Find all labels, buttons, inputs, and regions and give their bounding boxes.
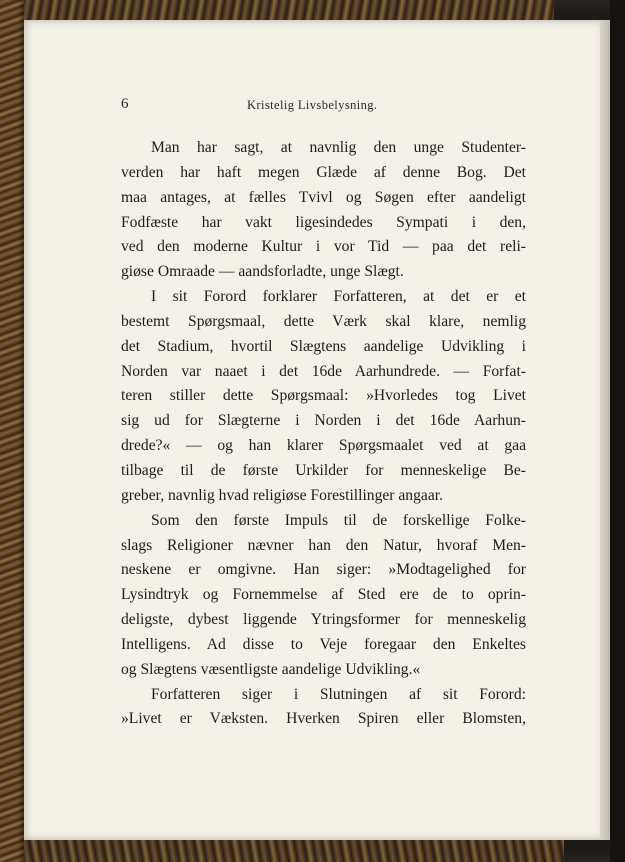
text-line: deligste, dybest liggende Ytringsformer for menneskelig xyxy=(121,611,526,629)
body-text xyxy=(121,136,526,732)
text-line: Forfatteren siger i Slutningen af sit Forord: xyxy=(151,685,526,703)
text-line: Man har sagt, at navnlig den unge Studenter- xyxy=(151,139,526,156)
page-number: 6 xyxy=(121,96,129,112)
page-edge xyxy=(600,22,610,838)
paragraph xyxy=(121,683,526,733)
text-line: sig ud for Slægterne i Norden i det 16de Aarhun- xyxy=(121,412,526,430)
text-line: Norden var naaet i det 16de Aarhundrede. — Forfat- xyxy=(121,362,526,380)
running-title: Kristelig Livsbelysning. xyxy=(247,98,378,112)
text-line: I sit Forord forklarer Forfatteren, at det er et xyxy=(151,288,526,306)
text-line: tilbage til de første Urkilder for menneskelige Be- xyxy=(121,461,526,479)
paragraph xyxy=(121,136,526,285)
text-line: neskene er omgivne. Han siger: »Modtagelighed for xyxy=(121,561,526,579)
text-line: Som den første Impuls til de forskellige Folke- xyxy=(151,511,526,529)
text-line: Fodfæste har vakt ligesindedes Sympati i den, xyxy=(121,213,526,231)
text-line: verden har haft megen Glæde af denne Bog. Det xyxy=(121,163,526,181)
page-header xyxy=(121,96,501,118)
paragraph xyxy=(121,285,526,509)
text-line: greber, navnlig hvad religiøse Forestillinger angaar. xyxy=(121,486,443,504)
marbled-binding-bottom xyxy=(24,840,564,862)
text-line: maa antages, at fælles Tvivl og Søgen efter aandeligt xyxy=(121,188,526,206)
text-line: slags Religioner nævner han den Natur, hvoraf Men- xyxy=(121,536,526,554)
text-line: bestemt Spørgsmaal, dette Værk skal klare, nemlig xyxy=(121,312,526,330)
text-line: »Livet er Væksten. Hverken Spiren eller Blomsten, xyxy=(121,710,526,728)
text-line: teren stiller dette Spørgsmaal: »Hvorledes tog Livet xyxy=(121,387,526,405)
text-line: giøse Omraade — aandsforladte, unge Slægt. xyxy=(121,263,404,281)
binding-right-edge xyxy=(610,0,625,862)
text-line: ved den moderne Kultur i vor Tid — paa det reli- xyxy=(121,238,526,256)
paragraph xyxy=(121,509,526,683)
text-line: Lysindtryk og Fornemmelse af Sted ere de to oprin- xyxy=(121,586,526,604)
text-line: det Stadium, hvortil Slægtens aandelige Udvikling i xyxy=(121,337,526,355)
text-line: drede?« — og han klarer Spørgsmaalet ved at gaa xyxy=(121,437,526,455)
text-line: Intelligens. Ad disse to Veje foregaar den Enkeltes xyxy=(121,635,526,653)
text-line: og Slægtens væsentligste aandelige Udvikling.« xyxy=(121,660,421,678)
marbled-binding-top xyxy=(24,0,554,20)
